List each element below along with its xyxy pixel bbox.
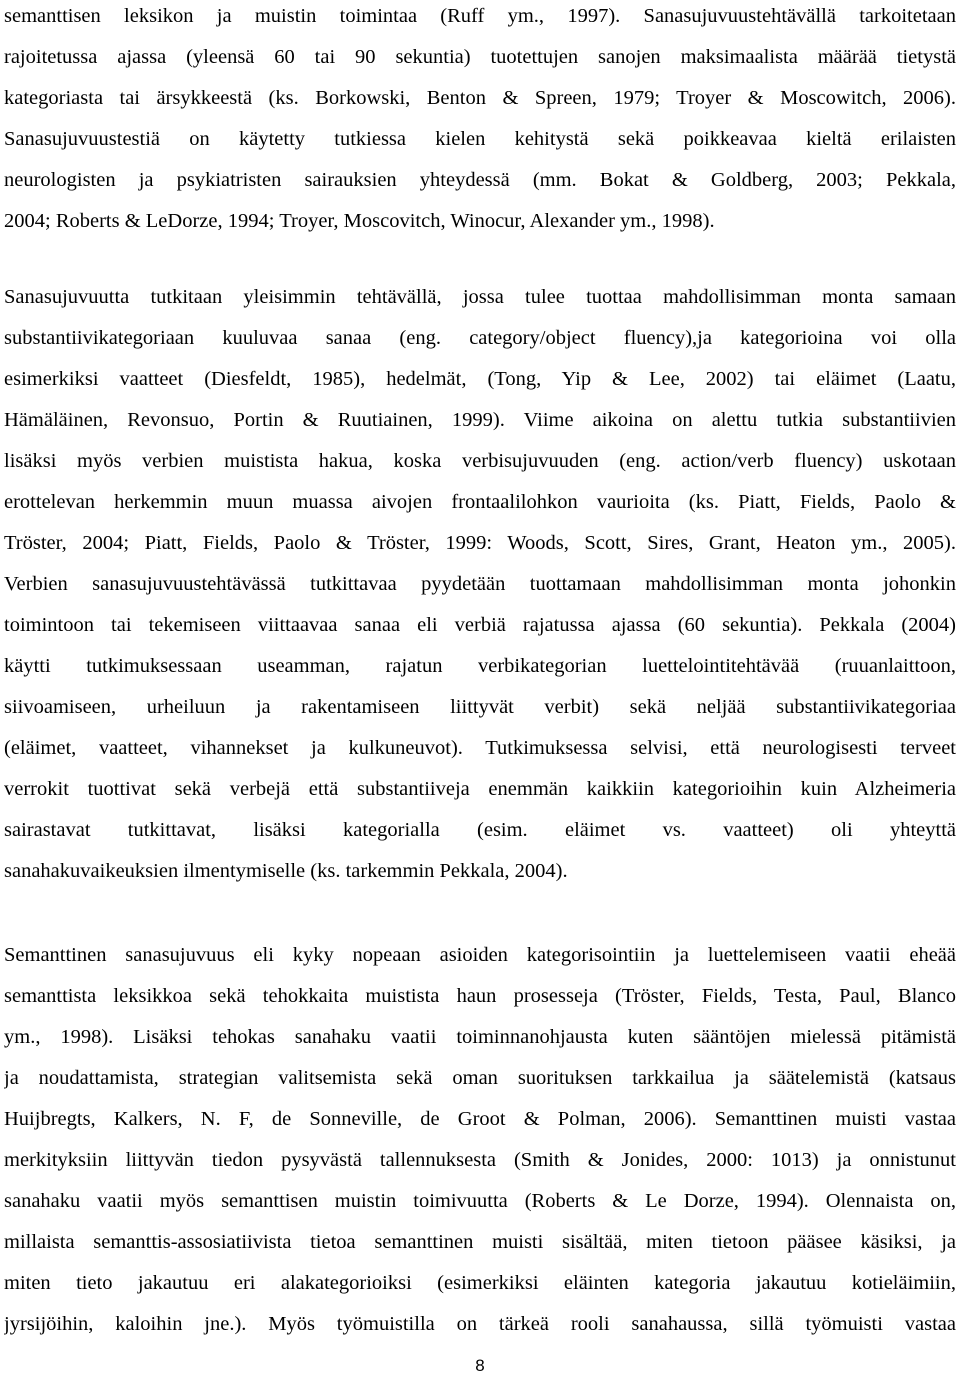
text-line: erottelevan herkemmin muun muassa aivojen frontaalilohkon vaurioita (ks. Piatt, Fields, Paolo & bbox=[4, 491, 956, 513]
text-line: siivoamiseen, urheiluun ja rakentamiseen liittyvät verbit) sekä neljää substantiivikategoriaa bbox=[4, 696, 956, 718]
text-line: Verbien sanasujuvuustehtävässä tutkittavaa pyydetään tuottamaan mahdollisimman monta johonkin bbox=[4, 573, 956, 595]
text-line: kategoriasta tai ärsykkeestä (ks. Borkowski, Benton & Spreen, 1979; Troyer & Moscowitch, 2006). bbox=[4, 87, 956, 109]
text-line: merkityksiin liittyvän tiedon pysyvästä tallennuksesta (Smith & Jonides, 2000: 1013) ja onnistunut bbox=[4, 1149, 956, 1171]
text-line: Sanasujuvuutta tutkitaan yleisimmin tehtävällä, jossa tulee tuottaa mahdollisimman monta samaan bbox=[4, 286, 956, 308]
paragraph-category-verb-fluency bbox=[4, 277, 956, 892]
text-line: esimerkiksi vaatteet (Diesfeldt, 1985), hedelmät, (Tong, Yip & Lee, 2002) tai eläimet (Laatu, bbox=[4, 368, 956, 390]
text-line: lisäksi myös verbien muistista hakua, koska verbisujuvuuden (eng. action/verb fluency) uskotaan bbox=[4, 450, 956, 472]
text-line: Sanasujuvuustestiä on käytetty tutkiessa kielen kehitystä sekä poikkeavaa kieltä erilaisten bbox=[4, 128, 956, 150]
text-line: 2004; Roberts & LeDorze, 1994; Troyer, Moscovitch, Winocur, Alexander ym., 1998). bbox=[4, 210, 715, 232]
text-line: (eläimet, vaatteet, vihannekset ja kulkuneuvot). Tutkimuksessa selvisi, että neurologisesti terveet bbox=[4, 737, 956, 759]
text-line: neurologisten ja psykiatristen sairauksien yhteydessä (mm. Bokat & Goldberg, 2003; Pekkala, bbox=[4, 169, 956, 191]
paragraph-semantic-fluency bbox=[4, 935, 956, 1345]
text-line: millaista semanttis-assosiatiivista tietoa semanttinen muisti sisältää, miten tietoon pääsee käsiksi, ja bbox=[4, 1231, 956, 1253]
text-line: substantiivikategoriaan kuuluvaa sanaa (eng. category/object fluency),ja kategorioina voi olla bbox=[4, 327, 956, 349]
text-line: Semanttinen sanasujuvuus eli kyky nopeaan asioiden kategorisointiin ja luettelemiseen vaatii eheää bbox=[4, 944, 956, 966]
text-line: ja noudattamista, strategian valitsemista sekä oman suorituksen tarkkailua ja säätelemistä (katsaus bbox=[4, 1067, 956, 1089]
text-line: miten tieto jakautuu eri alakategorioiksi (esimerkiksi eläinten kategoria jakautuu kotieläimiin, bbox=[4, 1272, 956, 1294]
text-line: sanahaku vaatii myös semanttisen muistin toimivuutta (Roberts & Le Dorze, 1994). Olennaista on, bbox=[4, 1190, 956, 1212]
text-line: sairastavat tutkittavat, lisäksi kategorialla (esim. eläimet vs. vaatteet) oli yhteyttä bbox=[4, 819, 956, 841]
text-line: sanahakuvaikeuksien ilmentymiselle (ks. tarkemmin Pekkala, 2004). bbox=[4, 860, 568, 882]
text-line: rajoitetussa ajassa (yleensä 60 tai 90 sekuntia) tuotettujen sanojen maksimaalista määrää tietystä bbox=[4, 46, 956, 68]
text-line: semanttisen leksikon ja muistin toimintaa (Ruff ym., 1997). Sanasujuvuustehtävällä tarkoitetaan bbox=[4, 5, 956, 27]
page-number: 8 bbox=[475, 1356, 485, 1375]
text-line: Tröster, 2004; Piatt, Fields, Paolo & Tröster, 1999: Woods, Scott, Sires, Grant, Heaton ym., 2005). bbox=[4, 532, 956, 554]
text-line: toimintoon tai tekemiseen viittaavaa sanaa eli verbiä rajatussa ajassa (60 sekuntia). Pekkala (2004) bbox=[4, 614, 956, 636]
text-line: semanttista leksikkoa sekä tehokkaita muistista haun prosesseja (Tröster, Fields, Testa, Paul, Blanco bbox=[4, 985, 956, 1007]
text-line: jyrsijöihin, kaloihin jne.). Myös työmuistilla on tärkeä rooli sanahaussa, sillä työmuisti vastaa bbox=[4, 1313, 956, 1335]
text-line: verrokit tuottivat sekä verbejä että substantiiveja enemmän kaikkiin kategorioihin kuin Alzheimeria bbox=[4, 778, 956, 800]
text-line: käytti tutkimuksessaan useamman, rajatun verbikategorian luettelointitehtävää (ruuanlaittoon, bbox=[4, 655, 956, 677]
paragraph-fluency-definition bbox=[4, 0, 956, 242]
text-line: Huijbregts, Kalkers, N. F, de Sonneville, de Groot & Polman, 2006). Semanttinen muisti vastaa bbox=[4, 1108, 956, 1130]
text-line: ym., 1998). Lisäksi tehokas sanahaku vaatii toiminnanohjausta kuten sääntöjen mielessä pitämistä bbox=[4, 1026, 956, 1048]
text-line: Hämäläinen, Revonsuo, Portin & Ruutiainen, 1999). Viime aikoina on alettu tutkia substantiivien bbox=[4, 409, 956, 431]
